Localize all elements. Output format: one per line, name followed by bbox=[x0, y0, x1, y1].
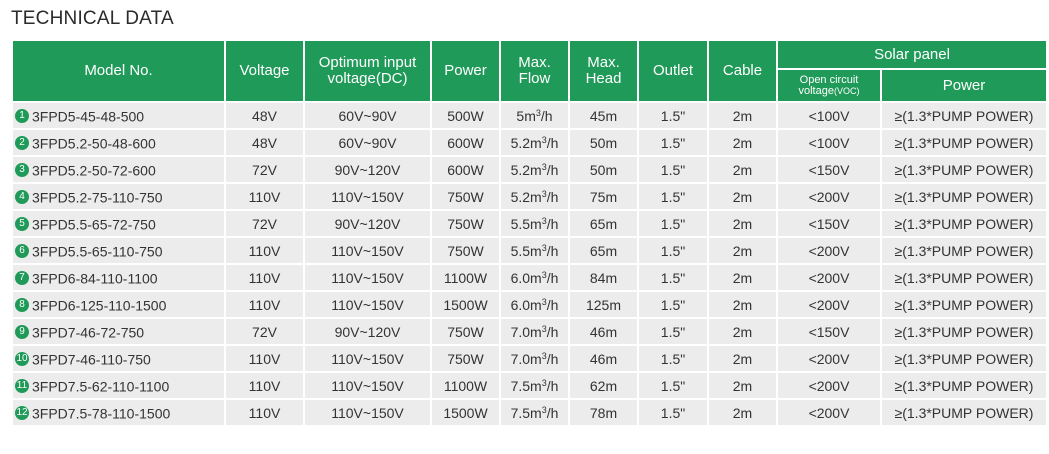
table-row bbox=[13, 157, 1046, 182]
cell-max-head: 62m bbox=[570, 373, 637, 398]
cell-optimum-input-voltage: 90V~120V bbox=[305, 211, 430, 236]
model-number: 3FPD5.5-65-72-750 bbox=[32, 216, 156, 233]
cell-open-circuit-voltage: <200V bbox=[778, 346, 880, 371]
cell-cable: 2m bbox=[709, 346, 776, 371]
header-power: Power bbox=[432, 41, 499, 101]
cell-model bbox=[13, 319, 224, 344]
cell-optimum-input-voltage: 110V~150V bbox=[305, 292, 430, 317]
cell-cable: 2m bbox=[709, 103, 776, 128]
flow-exponent: 3 bbox=[541, 161, 547, 172]
cell-cable: 2m bbox=[709, 292, 776, 317]
cell-max-head: 75m bbox=[570, 184, 637, 209]
table-row bbox=[13, 292, 1046, 317]
header-voltage: Voltage bbox=[226, 41, 303, 101]
cell-voltage: 72V bbox=[226, 211, 303, 236]
cell-model bbox=[13, 238, 224, 263]
flow-exponent: 3 bbox=[541, 215, 547, 226]
cell-optimum-input-voltage: 110V~150V bbox=[305, 373, 430, 398]
cell-max-head: 46m bbox=[570, 346, 637, 371]
cell-outlet: 1.5" bbox=[639, 130, 707, 155]
cell-voltage: 110V bbox=[226, 373, 303, 398]
cell-max-flow bbox=[501, 238, 568, 263]
table-row bbox=[13, 400, 1046, 425]
table-row bbox=[13, 319, 1046, 344]
header-cable: Cable bbox=[709, 41, 776, 101]
header-max-flow: Max. Flow bbox=[501, 41, 568, 101]
cell-optimum-input-voltage: 90V~120V bbox=[305, 157, 430, 182]
cell-outlet: 1.5" bbox=[639, 103, 707, 128]
table-row bbox=[13, 184, 1046, 209]
cell-max-head: 84m bbox=[570, 265, 637, 290]
table-row bbox=[13, 211, 1046, 236]
cell-outlet: 1.5" bbox=[639, 211, 707, 236]
header-solar-panel: Solar panel bbox=[778, 41, 1046, 68]
flow-value: 5.5m bbox=[510, 215, 542, 232]
cell-outlet: 1.5" bbox=[639, 238, 707, 263]
header-panel-power: Power bbox=[882, 70, 1046, 101]
cell-power: 750W bbox=[432, 211, 499, 236]
cell-outlet: 1.5" bbox=[639, 265, 707, 290]
flow-value: 6.0m bbox=[510, 296, 542, 313]
cell-panel-power: ≥(1.3*PUMP POWER) bbox=[882, 265, 1046, 290]
cell-max-flow bbox=[501, 157, 568, 182]
cell-max-flow bbox=[501, 265, 568, 290]
table-row bbox=[13, 103, 1046, 128]
cell-open-circuit-voltage: <150V bbox=[778, 211, 880, 236]
flow-unit-suffix: /h bbox=[540, 107, 553, 124]
model-number: 3FPD5.5-65-110-750 bbox=[32, 243, 163, 260]
cell-cable: 2m bbox=[709, 373, 776, 398]
cell-voltage: 72V bbox=[226, 319, 303, 344]
flow-unit-suffix: /h bbox=[546, 134, 559, 151]
cell-power: 1100W bbox=[432, 373, 499, 398]
cell-panel-power: ≥(1.3*PUMP POWER) bbox=[882, 157, 1046, 182]
flow-exponent: 3 bbox=[541, 350, 547, 361]
flow-exponent: 3 bbox=[541, 404, 547, 415]
table-row bbox=[13, 130, 1046, 155]
cell-panel-power: ≥(1.3*PUMP POWER) bbox=[882, 319, 1046, 344]
cell-max-head: 50m bbox=[570, 157, 637, 182]
model-number: 3FPD5-45-48-500 bbox=[32, 108, 145, 125]
cell-voltage: 48V bbox=[226, 130, 303, 155]
cell-power: 600W bbox=[432, 130, 499, 155]
cell-max-head: 125m bbox=[570, 292, 637, 317]
cell-power: 1100W bbox=[432, 265, 499, 290]
cell-voltage: 110V bbox=[226, 184, 303, 209]
cell-max-flow bbox=[501, 346, 568, 371]
table-row bbox=[13, 346, 1046, 371]
row-number-badge: 12 bbox=[16, 407, 28, 419]
cell-open-circuit-voltage: <200V bbox=[778, 184, 880, 209]
cell-panel-power: ≥(1.3*PUMP POWER) bbox=[882, 400, 1046, 425]
flow-value: 7.5m bbox=[510, 404, 542, 421]
cell-power: 750W bbox=[432, 346, 499, 371]
row-number-badge: 2 bbox=[15, 136, 29, 150]
flow-exponent: 3 bbox=[541, 323, 547, 334]
cell-model bbox=[13, 292, 224, 317]
header-max-head: Max. Head bbox=[570, 41, 637, 101]
cell-outlet: 1.5" bbox=[639, 319, 707, 344]
cell-outlet: 1.5" bbox=[639, 184, 707, 209]
cell-panel-power: ≥(1.3*PUMP POWER) bbox=[882, 211, 1046, 236]
flow-exponent: 3 bbox=[535, 107, 541, 118]
row-number-badge: 1 bbox=[15, 109, 29, 123]
cell-panel-power: ≥(1.3*PUMP POWER) bbox=[882, 373, 1046, 398]
cell-max-flow bbox=[501, 130, 568, 155]
cell-max-head: 78m bbox=[570, 400, 637, 425]
model-number: 3FPD6-84-110-1100 bbox=[32, 270, 158, 287]
cell-optimum-input-voltage: 110V~150V bbox=[305, 238, 430, 263]
flow-unit-suffix: /h bbox=[546, 188, 559, 205]
row-number-badge: 3 bbox=[15, 163, 29, 177]
cell-voltage: 48V bbox=[226, 103, 303, 128]
cell-max-flow bbox=[501, 211, 568, 236]
cell-outlet: 1.5" bbox=[639, 292, 707, 317]
row-number-badge: 9 bbox=[15, 325, 29, 339]
cell-max-flow bbox=[501, 292, 568, 317]
cell-optimum-input-voltage: 60V~90V bbox=[305, 130, 430, 155]
model-number: 3FPD5.2-50-72-600 bbox=[32, 162, 156, 179]
cell-panel-power: ≥(1.3*PUMP POWER) bbox=[882, 346, 1046, 371]
cell-open-circuit-voltage: <200V bbox=[778, 373, 880, 398]
flow-value: 6.0m bbox=[510, 269, 542, 286]
row-number-badge: 6 bbox=[15, 244, 29, 258]
model-number: 3FPD7-46-110-750 bbox=[32, 351, 151, 368]
flow-unit-suffix: /h bbox=[546, 269, 559, 286]
cell-panel-power: ≥(1.3*PUMP POWER) bbox=[882, 238, 1046, 263]
flow-exponent: 3 bbox=[541, 134, 547, 145]
cell-voltage: 110V bbox=[226, 346, 303, 371]
header-outlet: Outlet bbox=[639, 41, 707, 101]
cell-open-circuit-voltage: <150V bbox=[778, 157, 880, 182]
cell-voltage: 110V bbox=[226, 238, 303, 263]
cell-max-head: 50m bbox=[570, 130, 637, 155]
cell-power: 750W bbox=[432, 184, 499, 209]
cell-max-head: 46m bbox=[570, 319, 637, 344]
cell-model bbox=[13, 130, 224, 155]
cell-voltage: 110V bbox=[226, 265, 303, 290]
header-optimum-input-voltage: Optimum input voltage(DC) bbox=[305, 41, 430, 101]
cell-cable: 2m bbox=[709, 211, 776, 236]
cell-outlet: 1.5" bbox=[639, 346, 707, 371]
cell-max-head: 65m bbox=[570, 238, 637, 263]
cell-voltage: 110V bbox=[226, 292, 303, 317]
cell-max-flow bbox=[501, 103, 568, 128]
model-number: 3FPD7-46-72-750 bbox=[32, 324, 145, 341]
cell-panel-power: ≥(1.3*PUMP POWER) bbox=[882, 184, 1046, 209]
cell-max-flow bbox=[501, 400, 568, 425]
flow-exponent: 3 bbox=[541, 296, 547, 307]
table-row bbox=[13, 265, 1046, 290]
cell-cable: 2m bbox=[709, 400, 776, 425]
flow-exponent: 3 bbox=[541, 377, 547, 388]
cell-cable: 2m bbox=[709, 319, 776, 344]
cell-optimum-input-voltage: 60V~90V bbox=[305, 103, 430, 128]
cell-open-circuit-voltage: <100V bbox=[778, 130, 880, 155]
cell-model bbox=[13, 211, 224, 236]
cell-panel-power: ≥(1.3*PUMP POWER) bbox=[882, 292, 1046, 317]
flow-unit-suffix: /h bbox=[546, 296, 559, 313]
cell-model bbox=[13, 184, 224, 209]
cell-power: 1500W bbox=[432, 400, 499, 425]
cell-model bbox=[13, 373, 224, 398]
flow-value: 7.0m bbox=[510, 350, 542, 367]
model-number: 3FPD7.5-78-110-1500 bbox=[32, 405, 171, 422]
row-number-badge: 10 bbox=[16, 353, 28, 365]
cell-cable: 2m bbox=[709, 184, 776, 209]
cell-power: 750W bbox=[432, 319, 499, 344]
cell-optimum-input-voltage: 110V~150V bbox=[305, 346, 430, 371]
cell-model bbox=[13, 346, 224, 371]
cell-max-head: 45m bbox=[570, 103, 637, 128]
row-number-badge: 5 bbox=[15, 217, 29, 231]
cell-optimum-input-voltage: 110V~150V bbox=[305, 184, 430, 209]
cell-outlet: 1.5" bbox=[639, 157, 707, 182]
model-number: 3FPD5.2-75-110-750 bbox=[32, 189, 163, 206]
cell-open-circuit-voltage: <200V bbox=[778, 400, 880, 425]
model-number: 3FPD5.2-50-48-600 bbox=[32, 135, 156, 152]
table-row bbox=[13, 238, 1046, 263]
row-number-badge: 11 bbox=[16, 380, 28, 392]
cell-power: 600W bbox=[432, 157, 499, 182]
flow-exponent: 3 bbox=[541, 269, 547, 280]
cell-cable: 2m bbox=[709, 265, 776, 290]
cell-voltage: 110V bbox=[226, 400, 303, 425]
cell-cable: 2m bbox=[709, 157, 776, 182]
cell-open-circuit-voltage: <200V bbox=[778, 238, 880, 263]
flow-unit-suffix: /h bbox=[546, 161, 559, 178]
header-open-circuit-voltage: Open circuit voltage(VOC) bbox=[778, 70, 880, 101]
cell-optimum-input-voltage: 90V~120V bbox=[305, 319, 430, 344]
flow-exponent: 3 bbox=[541, 242, 547, 253]
flow-value: 5.5m bbox=[510, 242, 542, 259]
flow-unit-suffix: /h bbox=[546, 377, 559, 394]
row-number-badge: 4 bbox=[15, 190, 29, 204]
cell-panel-power: ≥(1.3*PUMP POWER) bbox=[882, 130, 1046, 155]
header-model: Model No. bbox=[13, 41, 224, 101]
cell-voltage: 72V bbox=[226, 157, 303, 182]
technical-data-table bbox=[11, 39, 1048, 427]
table-row bbox=[13, 373, 1046, 398]
cell-model bbox=[13, 265, 224, 290]
cell-open-circuit-voltage: <100V bbox=[778, 103, 880, 128]
flow-unit-suffix: /h bbox=[546, 404, 559, 421]
cell-optimum-input-voltage: 110V~150V bbox=[305, 400, 430, 425]
flow-unit-suffix: /h bbox=[546, 215, 559, 232]
cell-open-circuit-voltage: <200V bbox=[778, 292, 880, 317]
cell-cable: 2m bbox=[709, 130, 776, 155]
cell-model bbox=[13, 400, 224, 425]
cell-power: 750W bbox=[432, 238, 499, 263]
cell-cable: 2m bbox=[709, 238, 776, 263]
flow-unit-suffix: /h bbox=[546, 242, 559, 259]
cell-max-flow bbox=[501, 373, 568, 398]
model-number: 3FPD7.5-62-110-1100 bbox=[32, 378, 170, 395]
cell-outlet: 1.5" bbox=[639, 373, 707, 398]
cell-open-circuit-voltage: <150V bbox=[778, 319, 880, 344]
flow-unit-suffix: /h bbox=[546, 323, 559, 340]
cell-max-flow bbox=[501, 184, 568, 209]
cell-panel-power: ≥(1.3*PUMP POWER) bbox=[882, 103, 1046, 128]
flow-value: 7.5m bbox=[510, 377, 542, 394]
flow-value: 5m bbox=[516, 107, 536, 124]
row-number-badge: 7 bbox=[15, 271, 29, 285]
row-number-badge: 8 bbox=[15, 298, 29, 312]
model-number: 3FPD6-125-110-1500 bbox=[32, 297, 167, 314]
cell-power: 1500W bbox=[432, 292, 499, 317]
flow-value: 5.2m bbox=[510, 134, 542, 151]
cell-max-flow bbox=[501, 319, 568, 344]
flow-unit-suffix: /h bbox=[546, 350, 559, 367]
cell-model bbox=[13, 103, 224, 128]
flow-exponent: 3 bbox=[541, 188, 547, 199]
flow-value: 7.0m bbox=[510, 323, 542, 340]
cell-power: 500W bbox=[432, 103, 499, 128]
cell-outlet: 1.5" bbox=[639, 400, 707, 425]
cell-optimum-input-voltage: 110V~150V bbox=[305, 265, 430, 290]
cell-max-head: 65m bbox=[570, 211, 637, 236]
flow-value: 5.2m bbox=[510, 161, 542, 178]
cell-open-circuit-voltage: <200V bbox=[778, 265, 880, 290]
cell-model bbox=[13, 157, 224, 182]
flow-value: 5.2m bbox=[510, 188, 542, 205]
section-title: TECHNICAL DATA bbox=[11, 8, 174, 29]
